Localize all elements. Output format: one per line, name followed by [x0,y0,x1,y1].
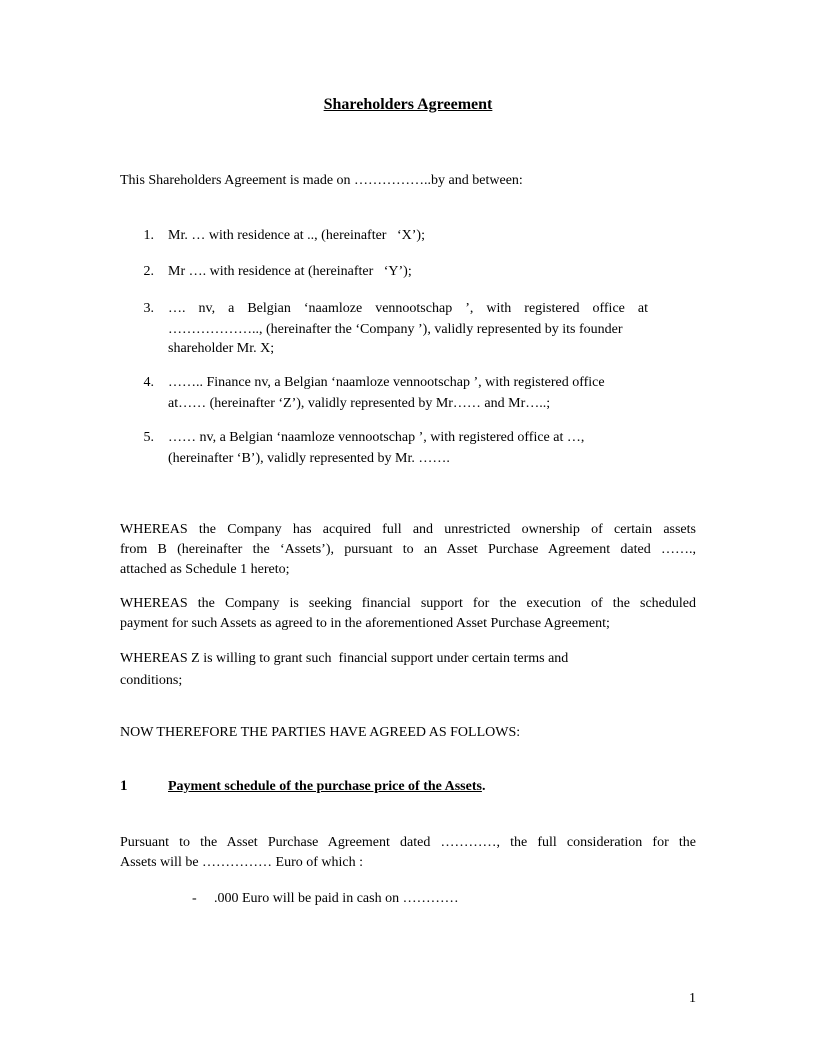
bullet-marker: - [192,891,197,906]
section-title-period: . [481,779,486,794]
paragraph-line: from B (hereinafter the ‘Assets’), pursuant to an Asset Purchase Agreement dated ……., [120,542,696,557]
list-item-line: …… nv, a Belgian ‘naamloze vennootschap ’, with registered office at …, [168,430,585,445]
intro-paragraph: This Shareholders Agreement is made on ……………..by and between: [120,173,523,188]
section-title: Payment schedule of the purchase price of the Assets [168,779,482,794]
list-item-line: (hereinafter ‘B’), validly represented by Mr. ……. [168,451,450,466]
paragraph-line: WHEREAS the Company is seeking financial support for the execution of the scheduled [120,596,696,611]
list-item-line: ……………….., (hereinafter the ‘Company ’), validly represented by its founder [168,322,623,337]
document-title: Shareholders Agreement [323,96,493,113]
page-number: 1 [689,991,696,1006]
section-number: 1 [120,778,128,794]
paragraph-line: conditions; [120,673,183,688]
paragraph-line: Assets will be …………… Euro of which : [120,855,364,870]
list-item-line: …….. Finance nv, a Belgian ‘naamloze vennootschap ’, with registered office [168,375,605,390]
list-item-line: Mr. … with residence at .., (hereinafter ‘X’); [168,228,425,243]
paragraph-line: WHEREAS the Company has acquired full and unrestricted ownership of certain assets [120,522,696,537]
list-item-line: …. nv, a Belgian ‘naamloze vennootschap ’, with registered office at [168,301,648,316]
paragraph-line: WHEREAS Z is willing to grant such financial support under certain terms and [120,651,569,666]
paragraph-line: Pursuant to the Asset Purchase Agreement dated …………, the full consideration for the [120,835,696,850]
list-item-number: 3. [143,301,154,316]
now-therefore-line: NOW THEREFORE THE PARTIES HAVE AGREED AS FOLLOWS: [120,725,521,740]
paragraph-line: attached as Schedule 1 hereto; [120,562,290,577]
list-item-number: 5. [143,430,154,445]
list-item-line: Mr …. with residence at (hereinafter ‘Y’); [168,264,412,279]
bullet-item: .000 Euro will be paid in cash on ………… [214,891,459,906]
list-item-number: 2. [143,264,154,279]
section-heading [168,776,485,797]
list-item-number: 1. [143,228,154,243]
list-item-line: at…… (hereinafter ‘Z’), validly represented by Mr…… and Mr…..; [168,396,551,411]
list-item-number: 4. [143,375,154,390]
paragraph-line: payment for such Assets as agreed to in the aforementioned Asset Purchase Agreement; [120,616,610,631]
list-item-line: shareholder Mr. X; [168,341,275,356]
